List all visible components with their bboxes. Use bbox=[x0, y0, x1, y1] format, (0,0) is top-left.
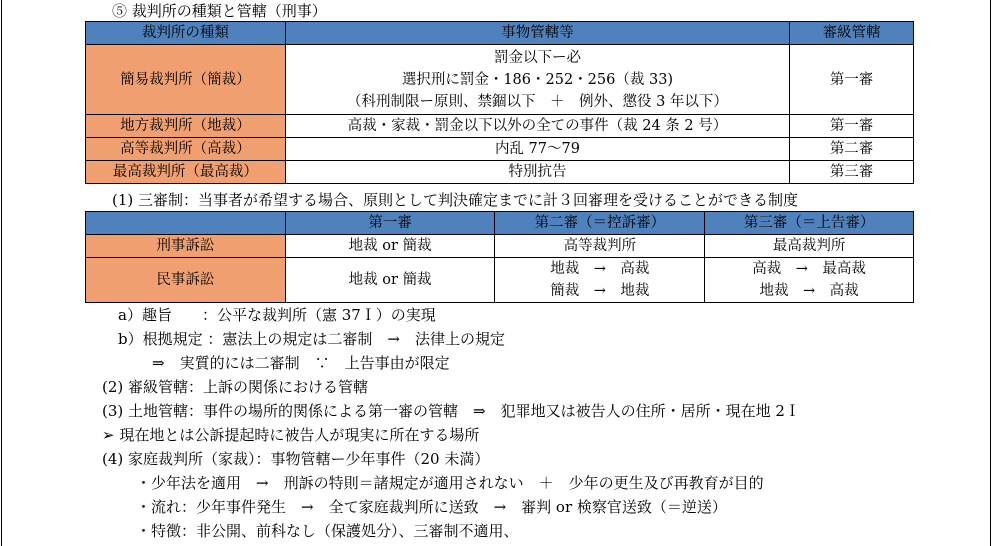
appeal-path: 高裁 → 最高裁 bbox=[752, 261, 866, 277]
appeal-path: 地裁 → 高裁 bbox=[550, 261, 650, 277]
jurisdiction-cell: 内乱 77〜79 bbox=[285, 138, 789, 161]
instance-cell: 第一審 bbox=[790, 45, 914, 115]
table-row bbox=[86, 235, 914, 258]
column-header: 事物管轄等 bbox=[285, 22, 789, 45]
column-header: 第二審（＝控訴審） bbox=[495, 212, 705, 235]
jurisdiction-line: 選択刑に罰金・186・252・256（裁 33) bbox=[401, 71, 674, 88]
table-row bbox=[86, 161, 914, 184]
appeal-path: 地裁 → 高裁 bbox=[759, 283, 859, 299]
court-name-cell: 簡易裁判所（簡裁） bbox=[86, 45, 286, 115]
right-border bbox=[990, 0, 991, 546]
table-header-row bbox=[86, 212, 914, 235]
court-name-cell: 地方裁判所（地裁） bbox=[86, 115, 286, 138]
third-instance-cell: 最高裁判所 bbox=[705, 235, 914, 258]
table-row bbox=[86, 138, 914, 161]
table-row bbox=[86, 115, 914, 138]
row-label: 刑事訴訟 bbox=[86, 235, 286, 258]
table-row bbox=[86, 45, 914, 115]
instance-cell: 第一審 bbox=[790, 115, 914, 138]
family-court-line: (4) 家庭裁判所（家裁）：事物管轄ー少年事件（20 未満） bbox=[102, 450, 490, 468]
instance-cell: 第二審 bbox=[790, 138, 914, 161]
column-header: 裁判所の種類 bbox=[86, 22, 286, 45]
jurisdiction-cell: 特別抗告 bbox=[285, 161, 789, 184]
juvenile-law-line: ・少年法を適用 → 刑訴の特則＝諸規定が適用されない ＋ 少年の更生及び再教育が目的 bbox=[136, 474, 764, 492]
instance-cell: 第三審 bbox=[790, 161, 914, 184]
jurisdiction-cell: 高裁・家裁・罰金以下以外の全ての事件（裁 24 条 2 号） bbox=[285, 115, 789, 138]
court-name-cell: 最高裁判所（最高裁） bbox=[86, 161, 286, 184]
second-instance-cell bbox=[495, 258, 705, 303]
basis-line: b）根拠規定 ：憲法上の規定は二審制 → 法律上の規定 bbox=[118, 330, 505, 348]
column-header bbox=[86, 212, 286, 235]
instance-jurisdiction-line: (2) 審級管轄：上訴の関係における管轄 bbox=[102, 378, 369, 396]
flow-line: ・流れ：少年事件発生 → 全て家庭裁判所に送致 → 審判 or 検察官送致（＝逆送） bbox=[136, 498, 727, 516]
features-line: ・特徴：非公開、前科なし（保護処分）、三審制不適用、 bbox=[136, 522, 519, 540]
left-border bbox=[1, 0, 2, 546]
column-header: 審級管轄 bbox=[790, 22, 914, 45]
column-header: 第三審（＝上告審） bbox=[705, 212, 914, 235]
court-name-cell: 高等裁判所（高裁） bbox=[86, 138, 286, 161]
second-instance-cell: 高等裁判所 bbox=[495, 235, 705, 258]
third-instance-cell bbox=[705, 258, 914, 303]
first-instance-cell: 地裁 or 簡裁 bbox=[285, 258, 495, 303]
three-tier-table bbox=[85, 211, 914, 303]
table-row bbox=[86, 258, 914, 303]
territorial-jurisdiction-line: (3) 土地管轄：事件の場所的関係による第一審の管轄 ⇒ 犯罪地又は被告人の住所・居所・現在地 2Ｉ bbox=[102, 402, 800, 420]
first-instance-cell: 地裁 or 簡裁 bbox=[285, 235, 495, 258]
section-title: ⑤ 裁判所の種類と管轄（刑事） bbox=[112, 2, 327, 20]
substantive-line: ⇒ 実質的には二審制 ∵ 上告事由が限定 bbox=[152, 354, 450, 372]
court-types-table bbox=[85, 21, 914, 184]
purpose-line: a）趣旨 ：公平な裁判所（憲 37Ｉ）の実現 bbox=[118, 306, 436, 324]
jurisdiction-line: （科刑制限ー原則、禁錮以下 ＋ 例外、懲役 3 年以下） bbox=[346, 93, 728, 110]
column-header: 第一審 bbox=[285, 212, 495, 235]
jurisdiction-line: 罰金以下ー必 bbox=[493, 49, 581, 66]
three-tier-note: (1) 三審制：当事者が希望する場合、原則として判決確定までに計３回審理を受けることができる制度 bbox=[112, 191, 799, 209]
present-location-line: ➢ 現在地とは公訴提起時に被告人が現実に所在する場所 bbox=[102, 426, 480, 444]
jurisdiction-cell bbox=[285, 45, 789, 115]
appeal-path: 簡裁 → 地裁 bbox=[550, 283, 650, 299]
row-label: 民事訴訟 bbox=[86, 258, 286, 303]
table-header-row bbox=[86, 22, 914, 45]
